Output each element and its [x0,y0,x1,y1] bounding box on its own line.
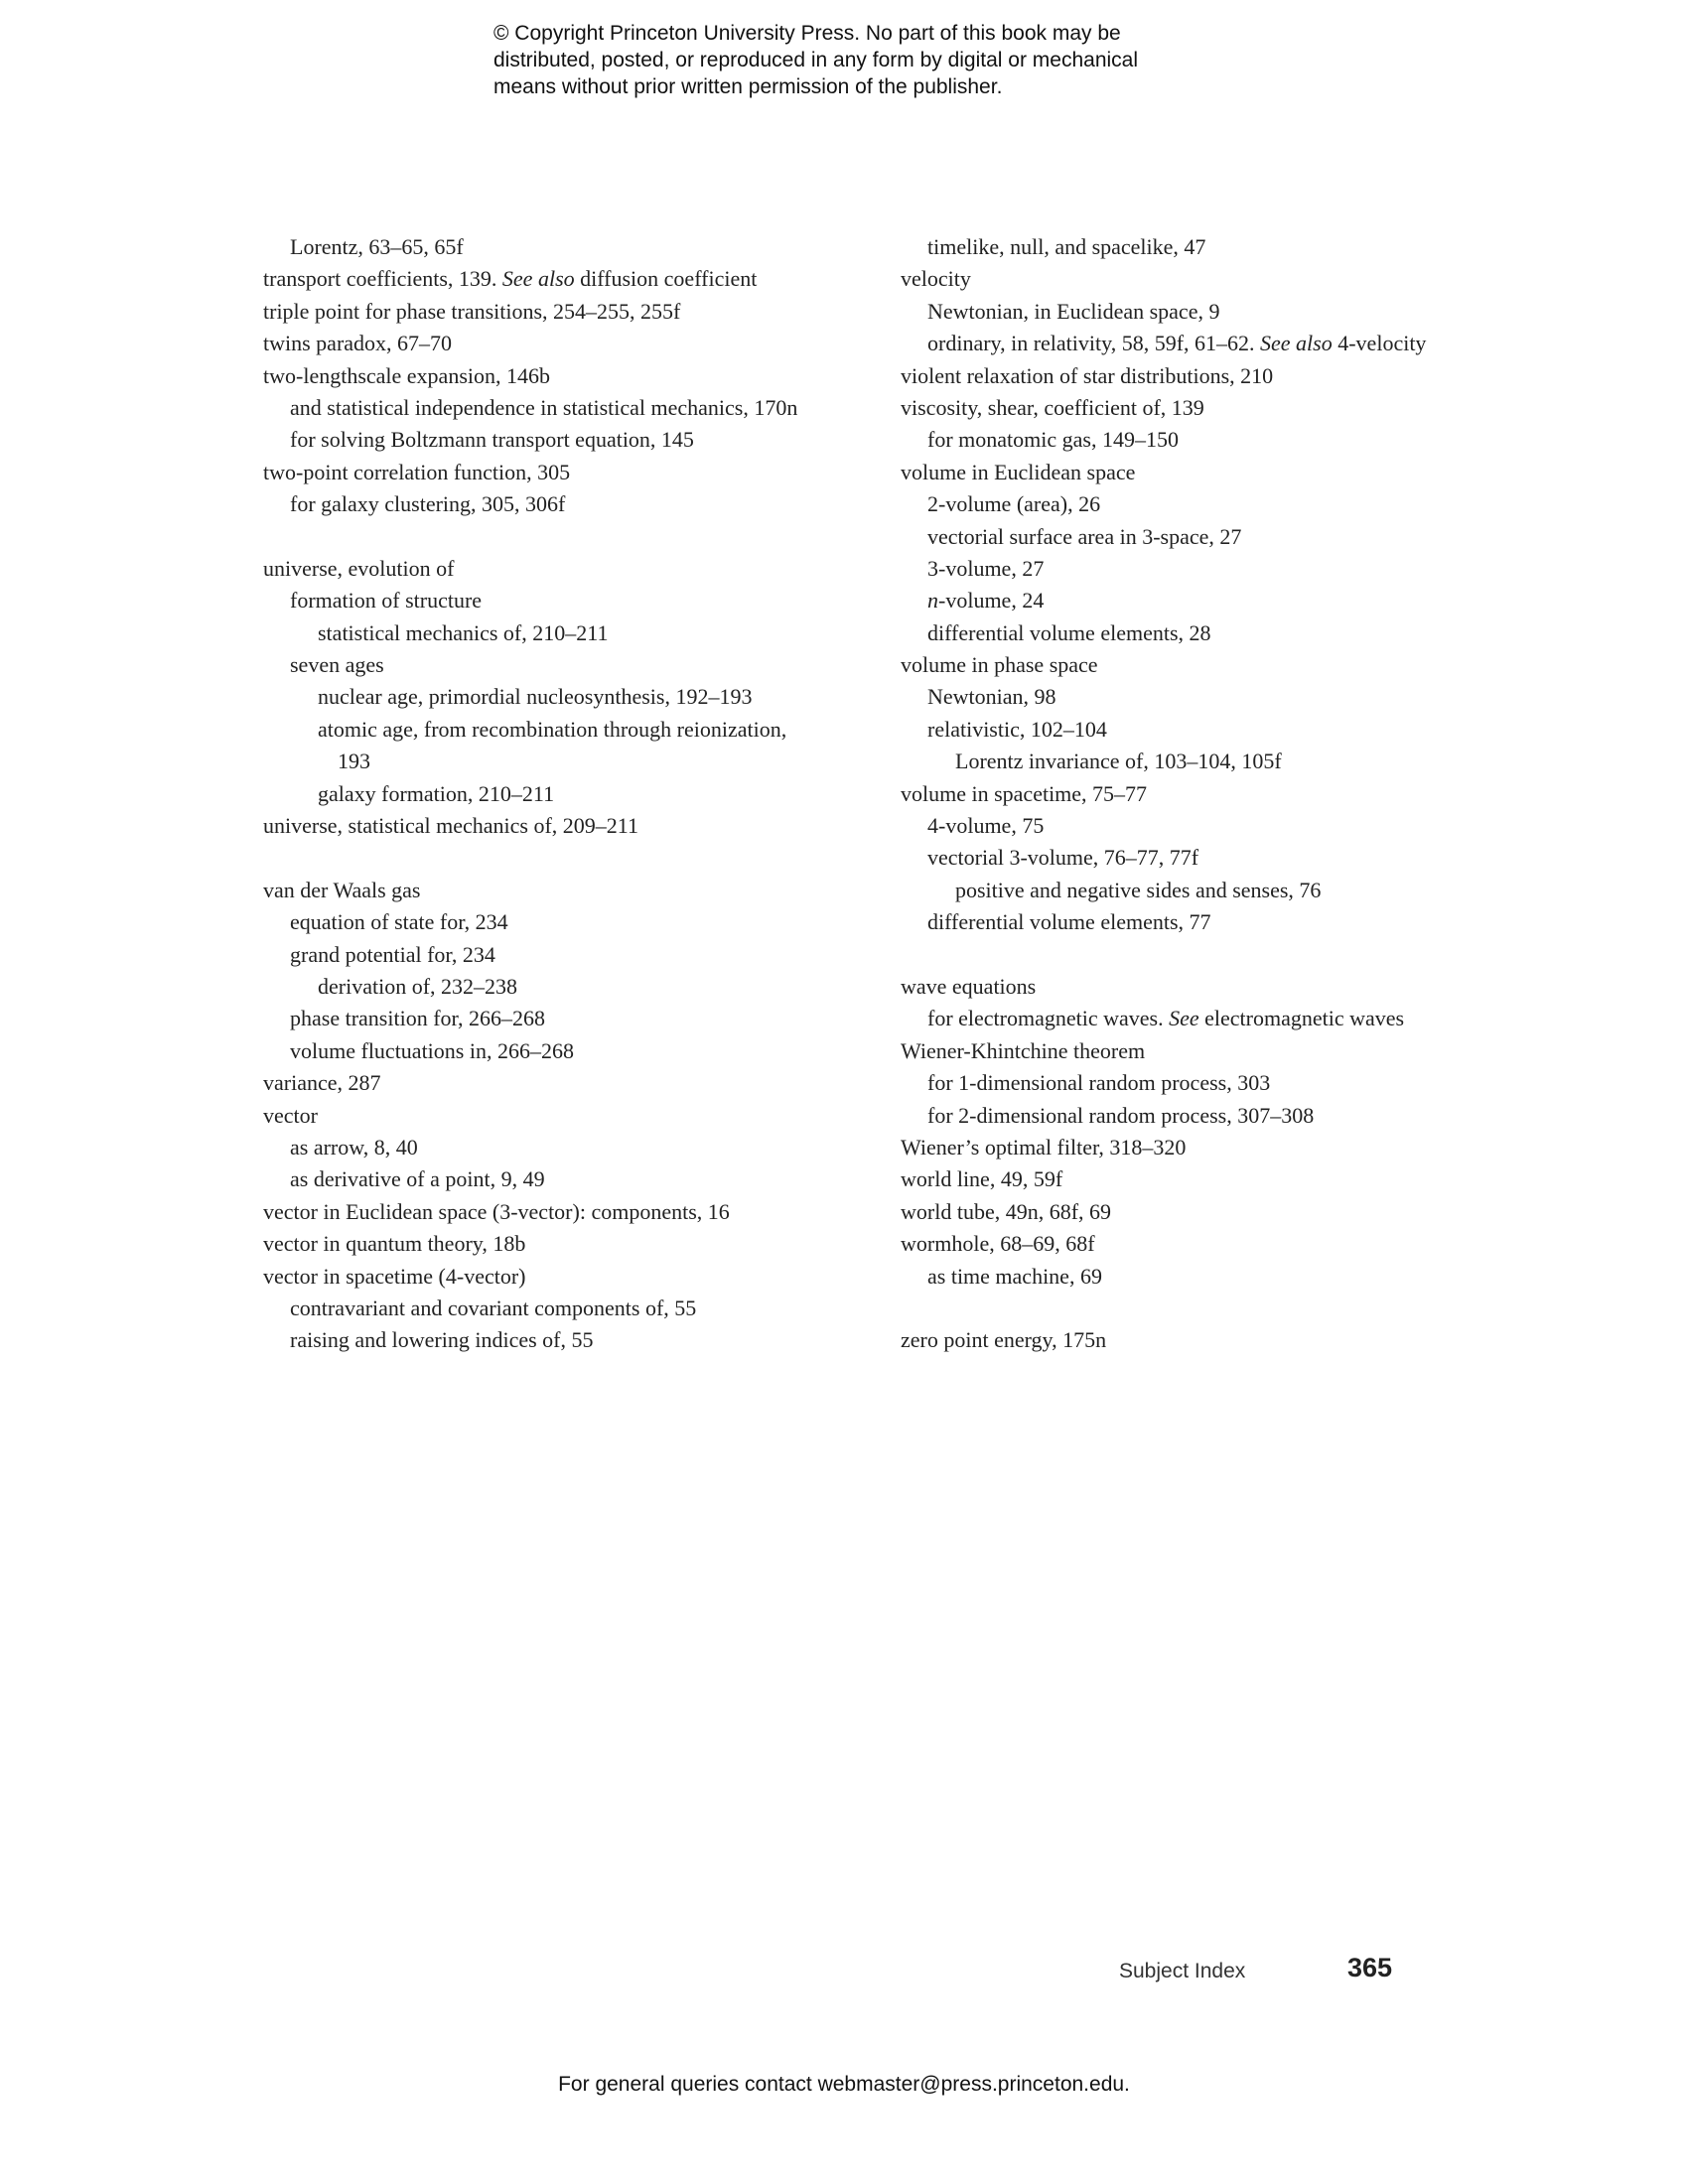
copyright-notice [493,20,1248,100]
index-entry [263,746,879,777]
index-entry [901,360,1536,392]
index-entry-text: Newtonian, in Euclidean space, 9 [927,298,1220,324]
index-entry [901,328,1536,359]
index-entry-text: differential volume elements, 28 [927,619,1211,645]
index-entry-text: volume in spacetime, 75–77 [901,780,1148,806]
index-entry [263,296,879,328]
index-entry-text: world tube, 49n, 68f, 69 [901,1198,1112,1224]
index-entry-text: Lorentz invariance of, 103–104, 105f [955,749,1282,774]
index-entry [263,906,879,938]
index-entry [263,875,879,906]
index-entry [263,488,879,520]
index-column-right [901,231,1536,1357]
index-entry [901,585,1536,616]
index-entry [901,810,1536,842]
index-entry [263,1293,879,1324]
index-entry [901,457,1536,488]
index-entry-text: velocity [901,266,971,292]
copyright-line: distributed, posted, or reproduced in any form by digital or mechanical [493,49,1139,71]
index-entry-text: grand potential for, 234 [290,941,495,967]
index-entry [901,617,1536,649]
index-entry [901,875,1536,906]
index-entry [901,231,1536,263]
index-entry-text: galaxy formation, 210–211 [318,780,555,806]
index-cross-reference-target: diffusion coefficient [574,266,758,292]
index-entry-text: for galaxy clustering, 305, 306f [290,491,566,517]
index-entry [263,457,879,488]
index-entry-text: as time machine, 69 [927,1263,1102,1289]
index-entry [901,1228,1536,1260]
index-entry [901,1196,1536,1228]
index-entry-text: Wiener’s optimal filter, 318–320 [901,1134,1187,1160]
index-entry-text: wormhole, 68–69, 68f [901,1231,1095,1257]
index-entry [263,1132,879,1163]
index-entry [901,1261,1536,1293]
index-entry [901,1100,1536,1132]
index-entry [901,521,1536,553]
index-entry [901,649,1536,681]
index-entry [263,328,879,359]
index-entry-text: universe, evolution of [263,555,455,581]
index-entry-text: -volume, 24 [938,588,1045,614]
index-entry-text: equation of state for, 234 [290,909,508,935]
index-entry-text: and statistical independence in statistical mechanics, 170n [290,394,798,420]
index-entry [263,263,879,295]
index-entry-text: two-lengthscale expansion, 146b [263,362,550,388]
index-entry-text: for electromagnetic waves. [927,1006,1170,1031]
index-entry-text: for 2-dimensional random process, 307–308 [927,1102,1315,1128]
index-entry-text: phase transition for, 266–268 [290,1006,545,1031]
copyright-line: © Copyright Princeton University Press. No part of this book may be [493,22,1121,45]
index-cross-reference: See also [501,266,575,292]
index-entry-text: vectorial 3-volume, 76–77, 77f [927,845,1199,871]
index-entry-text: nuclear age, primordial nucleosynthesis, 192–193 [318,684,753,710]
index-entry-text: volume in Euclidean space [901,459,1136,484]
index-cross-reference-target: 4-velocity [1332,331,1427,356]
index-entry [901,1163,1536,1195]
index-entry [263,617,879,649]
index-entry [901,1003,1536,1034]
index-entry [263,1196,879,1228]
index-entry [901,1132,1536,1163]
index-entry [901,553,1536,585]
index-entry-text: Wiener-Khintchine theorem [901,1037,1146,1063]
index-entry [263,810,879,842]
index-entry-text: statistical mechanics of, 210–211 [318,619,609,645]
index-entry [263,1003,879,1034]
index-entry-text: differential volume elements, 77 [927,909,1211,935]
index-entry [901,1324,1536,1356]
index-entry [901,392,1536,424]
index-entry-text: for 1-dimensional random process, 303 [927,1070,1271,1096]
index-entry-italic: n [927,588,938,614]
page-number: 365 [1347,1953,1393,1982]
index-entry-text: seven ages [290,652,384,678]
index-entry [263,1067,879,1099]
index-cross-reference-target: electromagnetic waves [1198,1006,1405,1031]
index-gap [263,521,879,553]
index-entry-text: Newtonian, 98 [927,684,1056,710]
index-entry-text: zero point energy, 175n [901,1327,1107,1353]
index-entry [263,1035,879,1067]
index-entry-text: 2-volume (area), 26 [927,491,1101,517]
index-entry [263,939,879,971]
index-entry-text: wave equations [901,973,1037,999]
index-entry-text: universe, statistical mechanics of, 209–211 [263,813,638,839]
index-entry [901,1035,1536,1067]
index-entry-text: ordinary, in relativity, 58, 59f, 61–62. [927,331,1261,356]
index-entry [263,1261,879,1293]
index-entry [263,231,879,263]
index-entry-text: derivation of, 232–238 [318,973,518,999]
index-entry [263,971,879,1003]
index-cross-reference: See [1169,1006,1199,1031]
index-entry [901,263,1536,295]
index-entry [901,714,1536,746]
index-entry-text: positive and negative sides and senses, 76 [955,877,1322,902]
index-entry [263,585,879,616]
index-entry-text: relativistic, 102–104 [927,716,1107,742]
index-entry-text: contravariant and covariant components of, 55 [290,1295,697,1320]
index-entry-text: vector in spacetime (4-vector) [263,1263,526,1289]
index-entry [263,681,879,713]
index-entry [901,842,1536,874]
index-entry [263,553,879,585]
index-entry [263,778,879,810]
index-entry-text: for monatomic gas, 149–150 [927,427,1179,453]
index-entry [901,296,1536,328]
index-entry-text: timelike, null, and spacelike, 47 [927,234,1206,259]
index-entry-text: raising and lowering indices of, 55 [290,1327,594,1353]
index-entry [901,424,1536,456]
running-footer-label: Subject Index [1119,1960,1246,1982]
index-entry-text: as derivative of a point, 9, 49 [290,1166,545,1192]
index-entry-text: twins paradox, 67–70 [263,331,453,356]
index-entry [263,714,879,746]
index-entry [901,906,1536,938]
index-gap [901,1293,1536,1324]
index-entry [901,488,1536,520]
index-entry-text: world line, 49, 59f [901,1166,1063,1192]
index-entry-text: van der Waals gas [263,877,421,902]
index-entry-text: two-point correlation function, 305 [263,459,571,484]
index-entry-text: viscosity, shear, coefficient of, 139 [901,394,1204,420]
copyright-line: means without prior written permission of the publisher. [493,75,1003,98]
index-entry-text: vector [263,1102,318,1128]
index-entry-text: atomic age, from recombination through reionization, [318,716,787,742]
index-entry [263,1324,879,1356]
index-entry-text: vector in quantum theory, 18b [263,1231,526,1257]
index-entry [263,392,879,424]
index-entry-text: vector in Euclidean space (3-vector): components, 16 [263,1198,730,1224]
index-entry-text: variance, 287 [263,1070,381,1096]
index-entry-text: for solving Boltzmann transport equation, 145 [290,427,694,453]
index-entry-text: Lorentz, 63–65, 65f [290,234,464,259]
index-entry-text: 193 [338,749,370,774]
index-entry-text: transport coefficients, 139. [263,266,502,292]
contact-notice: For general queries contact webmaster@press.princeton.edu. [558,2073,1130,2096]
index-entry-text: violent relaxation of star distributions, 210 [901,362,1274,388]
index-entry [901,681,1536,713]
index-entry-text: 4-volume, 75 [927,813,1045,839]
index-entry [263,649,879,681]
index-entry [901,746,1536,777]
index-entry-text: as arrow, 8, 40 [290,1134,418,1160]
index-entry [901,971,1536,1003]
index-entry-text: volume in phase space [901,652,1098,678]
index-entry-text: triple point for phase transitions, 254–255, 255f [263,298,681,324]
index-gap [901,939,1536,971]
index-entry [263,424,879,456]
index-entry [263,1100,879,1132]
index-entry [263,1228,879,1260]
index-cross-reference: See also [1260,331,1333,356]
index-column-left [263,231,879,1357]
index-entry [901,778,1536,810]
index-entry-text: volume fluctuations in, 266–268 [290,1037,574,1063]
index-entry-text: vectorial surface area in 3-space, 27 [927,523,1242,549]
index-entry [263,1163,879,1195]
index-entry [263,360,879,392]
index-entry-text: formation of structure [290,588,483,614]
index-entry-text: 3-volume, 27 [927,555,1045,581]
index-entry [901,1067,1536,1099]
index-gap [263,842,879,874]
